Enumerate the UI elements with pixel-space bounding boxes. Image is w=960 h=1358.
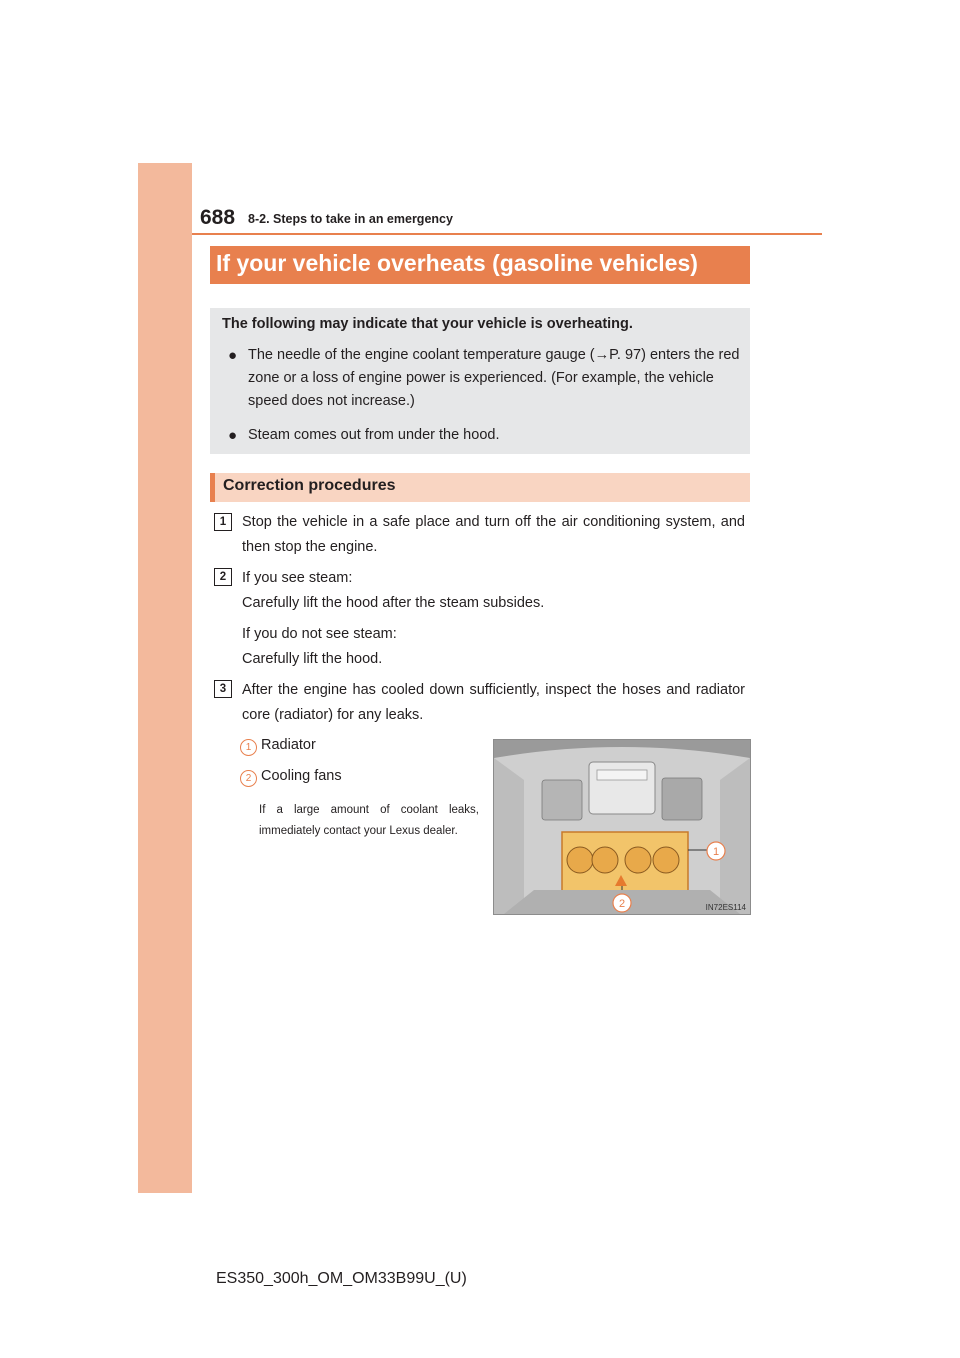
page-number: 688 (200, 206, 236, 229)
bullet-item (228, 344, 740, 413)
step-text-2a: If you see steam: (242, 570, 353, 586)
document-footer: ES350_300h_OM_OM33B99U_(U) (216, 1270, 467, 1287)
step-text-3: After the engine has cooled down sufficiently, inspect the hoses and radiator core (radiator) for any leaks. (242, 682, 745, 723)
step-text-2d: Carefully lift the hood. (242, 651, 383, 667)
callout-label-cooling-fans: Cooling fans (261, 768, 342, 784)
coolant-leak-note: If a large amount of coolant leaks, immediately contact your Lexus dealer. (259, 804, 479, 837)
figure-marker-1: 1 (712, 846, 720, 858)
page-title: If your vehicle overheats (gasoline vehicles) (216, 250, 698, 276)
engine-bay-illustration (493, 739, 751, 915)
info-lead: The following may indicate that your vehicle is overheating. (222, 316, 633, 332)
correction-heading: Correction procedures (223, 477, 396, 494)
page-title-band (210, 246, 750, 284)
step-number-3: 3 (214, 680, 232, 698)
bullet-text: The needle of the engine coolant temperature gauge (→P. 97) enters the red zone or a loss of engine power is experienced. (For example, the vehicle speed does not increase.) (248, 347, 740, 409)
step-text-2b: Carefully lift the hood after the steam subsides. (242, 595, 545, 611)
callout-label-radiator: Radiator (261, 737, 316, 753)
figure-code: IN72ES114 (705, 903, 746, 912)
step-number-2: 2 (214, 568, 232, 586)
callout-marker-2: 2 (240, 770, 257, 787)
bullet-dot-icon: ● (228, 347, 238, 364)
engine-bay-image (494, 740, 750, 914)
bullet-dot-icon: ● (228, 427, 238, 444)
step-text-2c: If you do not see steam: (242, 626, 397, 642)
bullet-text: Steam comes out from under the hood. (248, 427, 500, 443)
section-title: 8-2. Steps to take in an emergency (248, 212, 453, 226)
correction-heading-band (210, 473, 750, 502)
overheat-signs-box (210, 308, 750, 454)
header-divider (192, 233, 822, 235)
figure-marker-2: 2 (618, 898, 626, 910)
side-tab-bar (138, 163, 192, 1193)
bullet-item (228, 424, 740, 447)
step-number-1: 1 (214, 513, 232, 531)
step-text-1: Stop the vehicle in a safe place and turn off the air conditioning system, and then stop the engine. (242, 514, 745, 555)
callout-marker-1: 1 (240, 739, 257, 756)
